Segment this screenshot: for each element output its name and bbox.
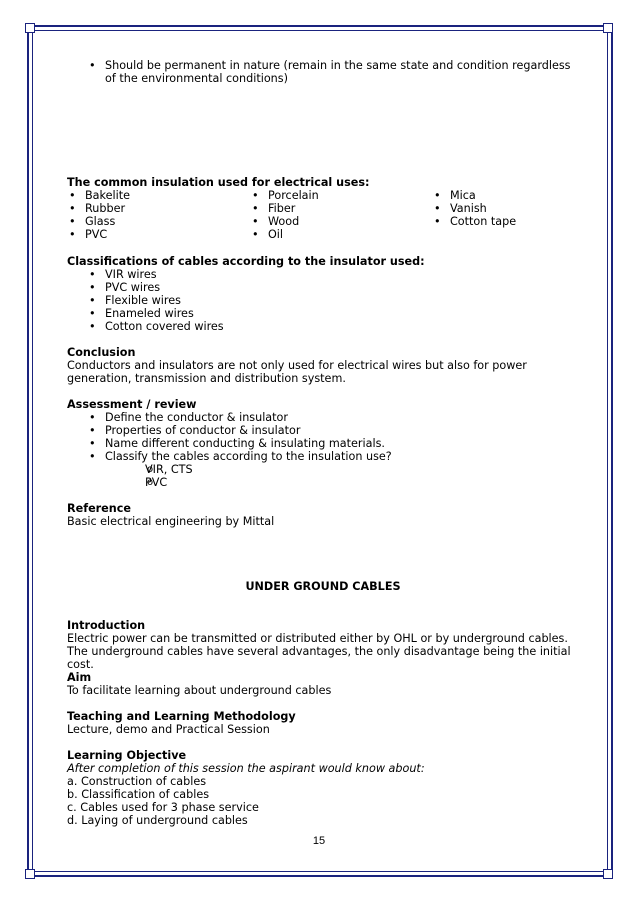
list-item: • Define the conductor & insulator — [87, 411, 567, 424]
list-item: o VIR, CTS — [93, 463, 393, 476]
list-item: • Cotton covered wires — [87, 320, 487, 333]
border-corner — [25, 23, 35, 33]
border-corner — [603, 23, 613, 33]
page-number: 15 — [312, 835, 326, 847]
methodology-heading: Teaching and Learning Methodology — [67, 710, 296, 723]
conclusion-heading: Conclusion — [67, 346, 136, 359]
list-item: • Enameled wires — [87, 307, 487, 320]
methodology-text: Lecture, demo and Practical Session — [67, 723, 270, 736]
introduction-text: Electric power can be transmitted or distributed either by OHL or by underground cables. The underground cables have several advantages, the only disadvantage being the initial cost. — [67, 632, 571, 671]
classifications-list — [87, 268, 487, 333]
list-item: o PVC — [93, 476, 393, 489]
insulation-heading: The common insulation used for electrical uses: — [67, 176, 370, 189]
assessment-sub-list — [93, 463, 393, 489]
list-item: • Vanish — [432, 202, 582, 215]
assessment-heading: Assessment / review — [67, 398, 197, 411]
insulation-col1 — [67, 189, 247, 241]
objective-heading: Learning Objective — [67, 749, 187, 762]
objective-item: b. Classification of cables — [67, 788, 210, 801]
list-item: • PVC — [67, 228, 247, 241]
list-item: • VIR wires — [87, 268, 487, 281]
reference-text: Basic electrical engineering by Mittal — [67, 515, 275, 528]
objective-intro: After completion of this session the aspirant would know about: — [67, 762, 425, 775]
border-corner — [25, 869, 35, 879]
list-item: • Mica — [432, 189, 582, 202]
list-item: • Oil — [250, 228, 410, 241]
objective-item: d. Laying of underground cables — [67, 814, 248, 827]
insulation-col2 — [250, 189, 410, 241]
assessment-list — [87, 411, 567, 463]
insulation-col3 — [432, 189, 582, 228]
aim-text: To facilitate learning about underground cables — [67, 684, 332, 697]
introduction-heading: Introduction — [67, 619, 146, 632]
list-item: • Classify the cables according to the insulation use? — [87, 450, 567, 463]
list-item: • Properties of conductor & insulator — [87, 424, 567, 437]
list-item: • Name different conducting & insulating materials. — [87, 437, 567, 450]
border-corner — [603, 869, 613, 879]
section-title: UNDER GROUND CABLES — [245, 580, 401, 593]
list-item: • Bakelite — [67, 189, 247, 202]
objective-item: c. Cables used for 3 phase service — [67, 801, 259, 814]
objective-item: a. Construction of cables — [67, 775, 207, 788]
top-bullet-list — [87, 59, 582, 85]
list-item: • Flexible wires — [87, 294, 487, 307]
list-item: • Glass — [67, 215, 247, 228]
classifications-heading: Classifications of cables according to the insulator used: — [67, 255, 425, 268]
list-item: • Cotton tape — [432, 215, 582, 228]
aim-heading: Aim — [67, 671, 92, 684]
list-item: • Rubber — [67, 202, 247, 215]
list-item: • PVC wires — [87, 281, 487, 294]
list-item: • Porcelain — [250, 189, 410, 202]
list-item: • Wood — [250, 215, 410, 228]
reference-heading: Reference — [67, 502, 131, 515]
conclusion-text: Conductors and insulators are not only used for electrical wires but also for power generation, transmission and distribution system. — [67, 359, 527, 385]
list-item: • Should be permanent in nature (remain in the same state and condition regardless of the environmental conditions) — [87, 59, 582, 85]
list-item: • Fiber — [250, 202, 410, 215]
